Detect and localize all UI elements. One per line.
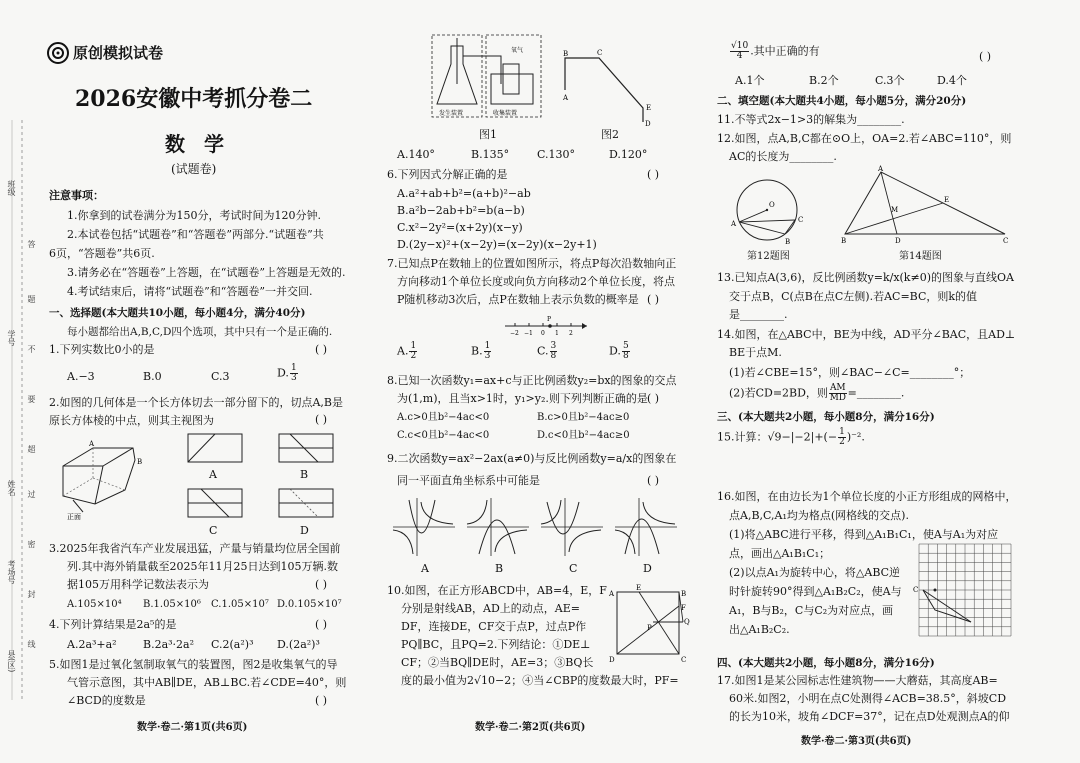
fig12-point-a: A — [731, 220, 737, 228]
section2-title: 二、填空题(本大题共4小题，每小题5分，满分20分) — [717, 95, 967, 107]
q2-solid-figure — [53, 438, 143, 520]
q12-line1: 12.如图，点A,B,C都在⊙O上，OA=2.若∠ABC=110°，则 — [717, 132, 1012, 145]
q5-answer-blank: ( ) — [315, 694, 328, 707]
q6-option-c: C.x²−2y²=(x+2y)(x−y) — [397, 221, 523, 234]
fraction-numerator: 1 — [484, 341, 491, 351]
page-footer: 数学·卷二·第3页(共6页) — [801, 736, 912, 747]
fig2-point-b: B — [563, 50, 569, 58]
fraction-numerator: √10 — [731, 41, 749, 51]
q14-part2 — [729, 384, 904, 403]
q16-grid — [915, 540, 1015, 640]
q3-option-d: D.0.105×10⁷ — [277, 599, 342, 610]
notice-line: 1.你拿到的试卷满分为150分，考试时间为120分钟. — [67, 209, 321, 222]
notice-line: 6页，“答题卷”共6页. — [49, 247, 155, 260]
q10-label: E — [636, 584, 642, 592]
q10-line: 10.如图，在正方形ABCD中，AB=4，E，F — [387, 584, 607, 597]
q9-graph-b — [465, 496, 531, 558]
fraction-numerator: 5 — [622, 341, 629, 351]
q2-label-d: D — [300, 524, 309, 537]
fraction-denominator: MD — [829, 393, 847, 403]
q7-tick: −1 — [524, 330, 533, 337]
q7-number-line — [503, 314, 589, 338]
fraction-denominator: 3 — [484, 351, 491, 361]
q13-line2: 交于点B，C(点B在点C左侧).若AC=BC，则k的值 — [729, 290, 978, 303]
q4-option-d: D.(2a²)³ — [277, 638, 320, 651]
q7-answer-blank: ( ) — [647, 293, 660, 306]
q7-option-b — [471, 342, 492, 361]
q14-part1: (1)若∠CBE=15°，则∠BAC−∠C=________°； — [729, 366, 971, 379]
q7-tick: 2 — [569, 330, 573, 337]
paper-type: (试题卷) — [171, 162, 217, 176]
binding-mark: 超 — [27, 445, 36, 453]
q7-option-a — [397, 342, 418, 361]
q1-option-d-label: D. — [277, 366, 289, 380]
q10-option-c: C.3个 — [875, 74, 905, 87]
q3-answer-blank: ( ) — [315, 578, 328, 591]
q9-label-b: B — [495, 562, 504, 575]
q3-option-a: A.105×10⁴ — [67, 599, 122, 610]
fig12-circle — [725, 170, 815, 250]
q5-line3: ∠BCD的度数是 — [67, 694, 146, 707]
header-label: 原创模拟试卷 — [73, 44, 164, 62]
fraction-denominator: 4 — [736, 51, 743, 61]
notice-line: 3.请务必在“答题卷”上答题，在“试题卷”上答题是无效的. — [67, 266, 346, 279]
notice-line: 2.本试卷包括“试题卷”和“答题卷”两部分.“试题卷”共 — [67, 228, 324, 241]
fraction-denominator: 8 — [622, 351, 629, 361]
page-2 — [385, 28, 715, 733]
binding-mark: 过 — [27, 490, 36, 498]
q16-line: 点，画出△A₁B₁C₁； — [729, 547, 831, 560]
q10-line: 度的最小值为2√10−2；④当∠CBP的度数最大时，PF= — [401, 674, 679, 687]
q1-option-b: B.0 — [143, 370, 162, 383]
q3-line3: 据105万用科学记数法表示为 — [67, 578, 209, 591]
q7-point-p: P — [547, 316, 552, 323]
q8-option-d: D.c<0且b²−4ac≥0 — [537, 430, 630, 441]
q5-fig2-pipe — [563, 46, 653, 126]
binding-mark: 题 — [27, 295, 36, 303]
q16-line: 16.如图，在由边长为1个单位长度的小正方形组成的网格中， — [717, 490, 1017, 503]
q9-label-d: D — [643, 562, 652, 575]
q2-point-a: A — [89, 440, 95, 448]
fig14-point-e: E — [944, 196, 950, 204]
q2-stem-line1: 2.如图的几何体是一个长方体切去一部分留下的，切点A,B是 — [49, 396, 344, 409]
fig1-right-label: 收集装置 — [493, 110, 518, 117]
fraction-numerator: 1 — [290, 363, 297, 373]
binding-label-name: 姓名 — [7, 480, 16, 496]
q10-line: PQ∥BC，且PQ=2.下列结论：①DE⊥ — [401, 638, 591, 651]
q8-option-c: C.c<0且b²−4ac<0 — [397, 430, 490, 441]
subject-title: 数 学 — [165, 132, 230, 156]
q14-part2-fraction — [829, 384, 847, 403]
q10-label: F — [681, 604, 686, 612]
binding-label-room: 考场号 — [7, 560, 16, 584]
q9-label-a: A — [421, 562, 429, 575]
q5-option-c: C.130° — [537, 148, 576, 161]
q9-graph-c — [539, 496, 605, 558]
q7-tick: −2 — [510, 330, 519, 337]
q8-option-a: A.c>0且b²−4ac<0 — [397, 412, 490, 423]
q17-line: 17.如图1是某公园标志性建筑物——大蘑菇，其高度AB= — [717, 674, 998, 687]
q15-fraction — [838, 428, 846, 447]
q7-option-c-fraction — [550, 342, 558, 361]
q10-line: CF；②当BQ∥DE时，AE=3；③BQ长 — [401, 656, 594, 669]
fraction-numerator: 3 — [550, 341, 557, 351]
binding-mark: 密 — [27, 540, 36, 548]
q2-label-a: A — [209, 468, 217, 481]
binding-label-class: 班级 — [7, 180, 16, 196]
fig12-caption: 第12题图 — [747, 251, 790, 262]
q4-option-b: B.2a³·2a² — [143, 638, 195, 651]
q8-answer-blank: ( ) — [647, 392, 660, 405]
fig2-point-e: E — [646, 104, 652, 112]
q2-label-b: B — [300, 468, 309, 481]
main-title: 2026安徽中考抓分卷二 — [75, 86, 313, 112]
q4-stem: 4.下列计算结果是2a⁵的是 — [49, 618, 177, 631]
binding-mark: 线 — [27, 640, 36, 648]
q7-tick: 0 — [541, 330, 545, 337]
q10-tail — [729, 42, 820, 61]
q7-option-c — [537, 342, 558, 361]
q7-line3: P随机移动3次后，点P在数轴上表示负数的概率是 — [397, 293, 639, 306]
q7-tick: 1 — [555, 330, 559, 337]
fraction-denominator: 2 — [839, 437, 845, 447]
q7-option-a-label: A. — [397, 344, 409, 358]
q7-option-c-label: C. — [537, 344, 549, 358]
fig14-point-c: C — [1003, 237, 1009, 245]
q10-tail-fraction — [730, 42, 749, 61]
q5-option-b: B.135° — [471, 148, 510, 161]
q4-answer-blank: ( ) — [315, 618, 328, 631]
fig14-triangle — [841, 166, 1011, 246]
fig14-point-d: D — [895, 237, 901, 245]
q10-label: A — [609, 590, 615, 598]
page-footer: 数学·卷二·第1页(共6页) — [137, 722, 248, 733]
q13-line1: 13.已知点A(3,6)，反比例函数y=k/x(k≠0)的图象与直线OA — [717, 271, 1014, 284]
q10-answer-blank: ( ) — [979, 50, 992, 63]
fig1-gas-label: 氧气 — [511, 47, 524, 54]
q15-text: 15.计算：√9−|−2|+(− — [717, 430, 838, 444]
q9-graph-d — [613, 496, 679, 558]
binding-lines — [0, 0, 44, 763]
fraction-denominator: 8 — [550, 351, 557, 361]
q2-option-a-figure — [187, 433, 243, 463]
q4-option-a: A.2a³+a² — [67, 638, 117, 651]
q3-line1: 3.2025年我省汽车产业发展迅猛，产量与销量均位居全国前 — [49, 542, 341, 555]
q9-label-c: C — [569, 562, 578, 575]
binding-label-number: 学号 — [7, 330, 16, 346]
binding-mark: 封 — [27, 590, 36, 598]
q14-part2-pre: (2)若CD=2BD，则 — [729, 386, 828, 400]
q10-option-b: B.2个 — [809, 74, 839, 87]
fig1-caption: 图1 — [479, 128, 497, 141]
section1-note: 每小题都给出A,B,C,D四个选项，其中只有一个是正确的. — [67, 326, 333, 338]
q15 — [717, 428, 865, 447]
q1-option-d — [277, 364, 299, 383]
q10-label: D — [609, 656, 615, 664]
q16-line: (2)以点A₁为旋转中心，将△ABC逆 — [729, 566, 901, 579]
q9-answer-blank: ( ) — [647, 474, 660, 487]
q9-line2: 同一平面直角坐标系中可能是 — [397, 474, 540, 487]
q16-line: A₁，B与B₂，C与C₂为对应点，画 — [729, 604, 894, 617]
q5-option-d: D.120° — [609, 148, 648, 161]
q7-option-d — [609, 342, 631, 361]
q14-line1: 14.如图，在△ABC中，BE为中线，AD平分∠BAC，且AD⊥ — [717, 328, 1016, 341]
q10-tail-text: .其中正确的有 — [750, 44, 820, 58]
fraction-denominator: 2 — [410, 351, 417, 361]
q10-square-figure — [609, 586, 689, 666]
q6-stem: 6.下列因式分解正确的是 — [387, 168, 508, 181]
binding-strip — [0, 0, 44, 763]
q16-line: (1)将△ABC进行平移，得到△A₁B₁C₁，使A与A₁为对应 — [729, 528, 999, 541]
fig14-caption: 第14题图 — [899, 251, 942, 262]
q8-line1: 8.已知一次函数y₁=ax+c与正比例函数y₂=bx的图象的交点 — [387, 374, 677, 387]
fig12-point-o: O — [769, 201, 775, 209]
fig2-point-c: C — [597, 49, 603, 57]
q13-line3: 是________. — [729, 308, 788, 321]
fig2-point-a: A — [563, 94, 569, 102]
q2-label-c: C — [209, 524, 218, 537]
q1-stem: 1.下列实数比0小的是 — [49, 343, 155, 356]
q14-part2-post: =________. — [847, 386, 905, 400]
q16-line: 点A,B,C,A₁均为格点(网格线的交点). — [729, 509, 909, 522]
q6-option-b: B.a²b−2ab+b²=b(a−b) — [397, 204, 525, 217]
q5-line1: 5.如图1是过氧化氢制取氧气的装置图，图2是收集氧气的导 — [49, 658, 338, 671]
binding-mark: 要 — [27, 395, 36, 403]
q7-line1: 7.已知点P在数轴上的位置如图所示，将点P每次沿数轴向正 — [387, 257, 677, 270]
page-3 — [715, 28, 1045, 747]
q10-line: 分别是射线AB，AD上的动点，AE= — [401, 602, 580, 615]
q10-label: B — [681, 590, 687, 598]
q2-option-b-figure — [278, 433, 334, 463]
q4-option-c: C.2(a²)³ — [211, 638, 254, 651]
target-logo-icon — [47, 42, 69, 64]
q14-line2: BE于点M. — [729, 346, 782, 359]
q15-tail: )⁻². — [846, 430, 865, 444]
q1-option-a: A.−3 — [67, 370, 95, 383]
binding-label-county: 县(区) — [7, 650, 16, 673]
q17-line: 的长为10米，坡角∠DCF=37°，记在点D处观测点A的仰 — [729, 710, 1010, 723]
q12-line2: AC的长度为________. — [729, 150, 837, 163]
binding-mark: 答 — [27, 240, 36, 248]
fig14-point-b: B — [841, 237, 847, 245]
binding-mark: 不 — [27, 345, 36, 353]
q2-answer-blank: ( ) — [315, 413, 328, 426]
q10-line: DF，连接DE，CF交于点P，过点P作 — [401, 620, 587, 633]
q16-line: 时针旋转90°得到△A₁B₂C₂，使A与 — [729, 585, 902, 598]
fig12-point-c: C — [798, 216, 804, 224]
q6-answer-blank: ( ) — [647, 168, 660, 181]
q2-stem-line2: 原长方体棱的中点，则其主视图为 — [49, 414, 214, 427]
page-1 — [45, 28, 375, 733]
fraction-numerator: 1 — [839, 427, 845, 437]
q5-option-a: A.140° — [397, 148, 435, 161]
q2-option-d-figure — [278, 488, 334, 518]
q9-line1: 9.二次函数y=ax²−2ax(a≠0)与反比例函数y=a/x的图象在 — [387, 452, 677, 465]
q11: 11.不等式2x−1>3的解集为________. — [717, 113, 905, 126]
q5-fig1-apparatus — [431, 34, 543, 126]
q6-option-d: D.(2y−x)²+(x−2y)=(x−2y)(x−2y+1) — [397, 238, 597, 251]
q10-option-d: D.4个 — [937, 74, 967, 87]
fraction-numerator: AM — [829, 383, 846, 393]
fig14-point-m: M — [891, 206, 899, 214]
fig14-point-a: A — [878, 165, 884, 173]
fig2-point-d: D — [645, 120, 651, 128]
q2-option-c-figure — [187, 488, 243, 518]
q3-option-c: C.1.05×10⁷ — [211, 599, 269, 610]
q10-option-a: A.1个 — [735, 74, 765, 87]
q7-option-b-label: B. — [471, 344, 483, 358]
section4-title: 四、(本大题共2小题，每小题8分，满分16分) — [717, 657, 935, 669]
q2-point-b: B — [137, 458, 143, 466]
q6-option-a: A.a²+ab+b²=(a+b)²−ab — [397, 187, 531, 200]
q3-line2: 列.其中海外销量截至2025年11月25日达到105万辆.数 — [67, 560, 338, 573]
q10-label: C — [681, 656, 687, 664]
q5-line2: 气管示意图，其中AB∥DE，AB⊥BC.若∠CDE=40°，则 — [67, 676, 347, 689]
q10-label: P — [647, 624, 652, 632]
q1-option-d-fraction — [290, 364, 298, 383]
notice-line: 4.考试结束后，请将“试题卷”和“答题卷”一并交回. — [67, 285, 313, 298]
q3-option-b: B.1.05×10⁶ — [143, 599, 201, 610]
q7-line2: 方向移动1个单位长度或向负方向移动2个单位长度，将点 — [397, 275, 675, 288]
q16-line: 出△A₁B₂C₂. — [729, 623, 790, 636]
q16-point-c: C — [913, 586, 919, 594]
fraction-numerator: 1 — [410, 341, 417, 351]
fig1-left-label: 发生装置 — [439, 110, 464, 117]
q7-option-a-fraction — [409, 342, 417, 361]
q7-option-b-fraction — [484, 342, 492, 361]
fig12-point-b: B — [785, 238, 791, 246]
fraction-denominator: 3 — [290, 373, 297, 383]
fig2-caption: 图2 — [601, 128, 619, 141]
q8-line2: 为(1,m)，且当x>1时，y₁>y₂.则下列判断正确的是 — [397, 392, 648, 405]
section1-title: 一、选择题(本大题共10小题，每小题4分，满分40分) — [49, 307, 306, 319]
q9-graph-a — [391, 496, 457, 558]
q10-label: Q — [684, 618, 690, 626]
q7-option-d-label: D. — [609, 344, 621, 358]
q7-option-d-fraction — [622, 342, 630, 361]
notice-title: 注意事项： — [49, 189, 104, 202]
page-footer: 数学·卷二·第2页(共6页) — [475, 722, 586, 733]
q17-line: 60米.如图2，小明在点C处测得∠ACB=38.5°，斜坡CD — [729, 692, 1007, 705]
section3-title: 三、(本大题共2小题，每小题8分，满分16分) — [717, 411, 935, 423]
q1-option-c: C.3 — [211, 370, 230, 383]
q8-option-b: B.c>0且b²−4ac≥0 — [537, 412, 630, 423]
q2-front-label: 正面 — [67, 513, 81, 521]
q1-answer-blank: ( ) — [315, 343, 328, 356]
